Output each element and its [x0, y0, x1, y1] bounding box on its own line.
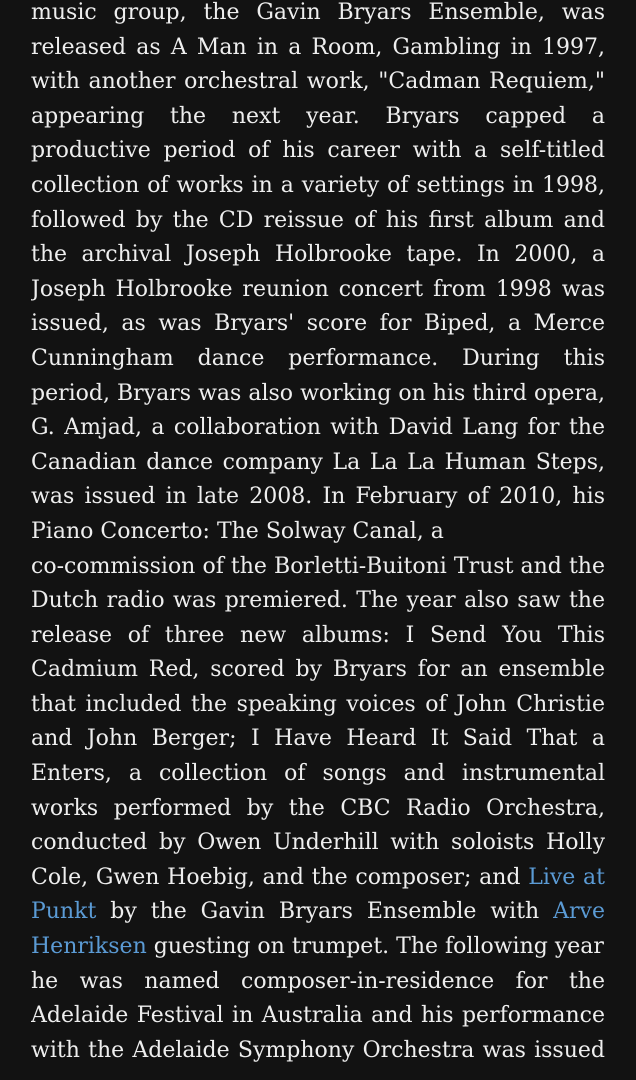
text-line: G. Amjad, a collaboration with David Lang for the — [31, 415, 605, 441]
arve-henriksen-link[interactable]: Arve — [553, 899, 605, 925]
text-line: Cadmium Red, scored by Bryars for an ensemble — [31, 657, 605, 683]
text-line: Canadian dance company La La La Human Steps, — [31, 449, 605, 475]
live-at-punkt-link-cont[interactable]: Punkt — [31, 899, 97, 925]
text-segment: by the Gavin Bryars Ensemble with — [110, 899, 540, 925]
text-segment: guesting on trumpet. The following year — [153, 934, 604, 960]
text-line: followed by the CD reissue of his first album and — [31, 207, 605, 233]
text-line: works performed by the CBC Radio Orchestra, — [31, 795, 605, 821]
text-line: co-commission of the Borletti-Buitoni Trust and the — [31, 553, 605, 579]
text-line: Cunningham dance performance. During this — [31, 345, 605, 371]
text-line: Dutch radio was premiered. The year also saw the — [31, 588, 605, 614]
text-line: period, Bryars was also working on his third opera, — [31, 380, 605, 406]
text-line-with-link — [31, 930, 605, 965]
text-line: with the Adelaide Symphony Orchestra was issued — [31, 1037, 605, 1063]
text-line: issued, as was Bryars' score for Biped, a Merce — [31, 311, 605, 337]
text-line: music group, the Gavin Bryars Ensemble, was — [31, 0, 605, 25]
text-line-with-link — [31, 861, 605, 896]
text-line: with another orchestral work, "Cadman Requiem," — [31, 69, 605, 95]
text-line-with-links — [31, 895, 605, 930]
text-line: collection of works in a variety of settings in 1998, — [31, 172, 605, 198]
text-line: Joseph Holbrooke reunion concert from 1998 was — [31, 276, 605, 302]
text-line: release of three new albums: I Send You This — [31, 622, 605, 648]
text-line: Enters, a collection of songs and instrumental — [31, 761, 605, 787]
text-line: the archival Joseph Holbrooke tape. In 2000, a — [31, 242, 605, 268]
text-line: that included the speaking voices of John Christie — [31, 691, 605, 717]
text-line: conducted by Owen Underhill with soloists Holly — [31, 830, 605, 856]
arve-henriksen-link-cont[interactable]: Henriksen — [31, 934, 147, 960]
text-line: appearing the next year. Bryars capped a — [31, 103, 605, 129]
article-body — [31, 0, 605, 1068]
text-line: was issued in late 2008. In February of 2010, his — [31, 484, 605, 510]
text-line: Piano Concerto: The Solway Canal, a — [31, 518, 444, 544]
text-line: he was named composer-in-residence for the — [31, 968, 605, 994]
text-segment: Cole, Gwen Hoebig, and the composer; and — [31, 864, 521, 890]
live-at-punkt-link[interactable]: Live at — [528, 864, 605, 890]
text-line: and John Berger; I Have Heard It Said That a — [31, 726, 605, 752]
text-line: productive period of his career with a self-titled — [31, 138, 605, 164]
text-line: Adelaide Festival in Australia and his performance — [31, 1003, 605, 1029]
text-line: released as A Man in a Room, Gambling in 1997, — [31, 34, 605, 60]
